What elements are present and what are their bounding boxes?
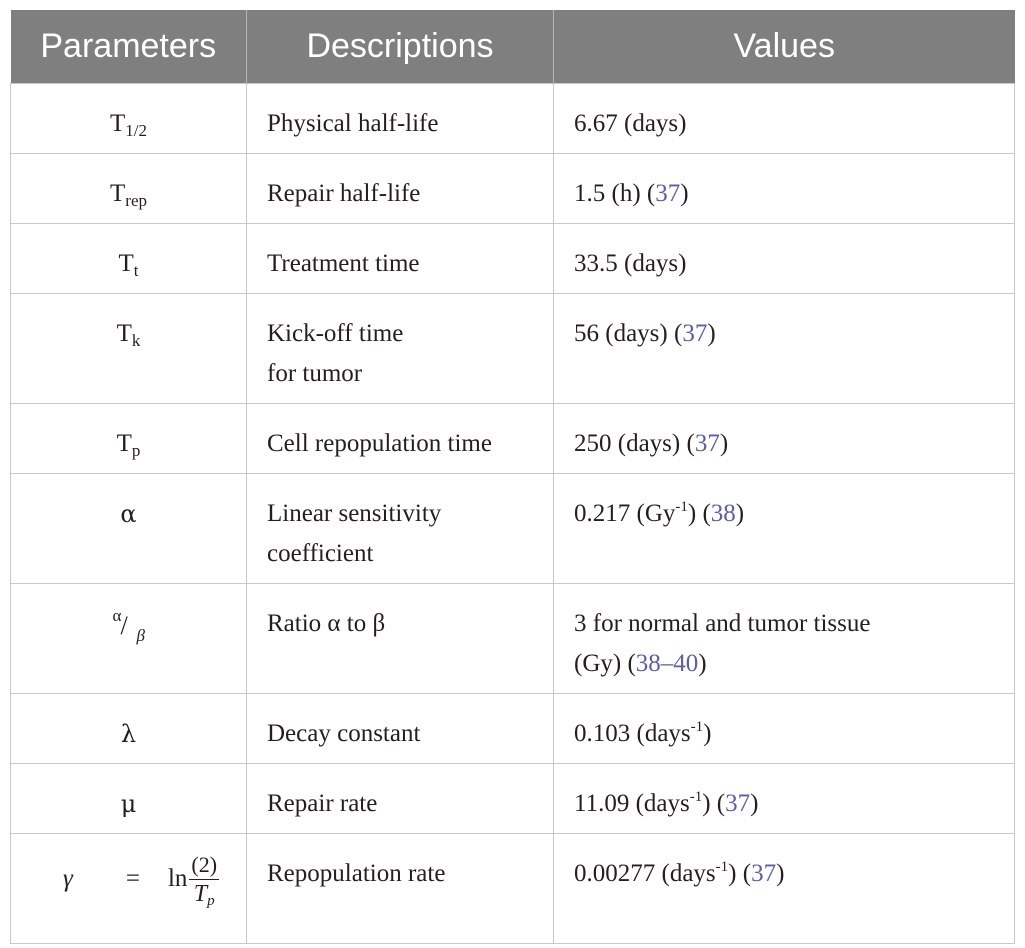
table-row bbox=[11, 84, 1015, 154]
value-cell: 56 (days) (37) bbox=[554, 294, 1015, 404]
param-cell: $T_p$ bbox=[11, 404, 247, 474]
header-descriptions: Descriptions bbox=[247, 10, 554, 84]
value-cell: 6.67 (days) bbox=[554, 84, 1015, 154]
value-cell: 0.217 $(Gy^{-1})$ (38) bbox=[554, 474, 1015, 584]
param-cell: λ bbox=[11, 694, 247, 764]
value-cell: 250 (days) (37) bbox=[554, 404, 1015, 474]
desc-cell: Repair half-life bbox=[247, 154, 554, 224]
citation-link[interactable]: 37 bbox=[751, 860, 777, 887]
table-row bbox=[11, 834, 1015, 944]
desc-cell: Repopulation rate bbox=[247, 834, 554, 944]
value-cell: 3 for normal and tumor tissue (Gy) (38–40) bbox=[554, 584, 1015, 694]
param-cell bbox=[11, 584, 247, 694]
desc-cell: Cell repopulation time bbox=[247, 404, 554, 474]
desc-cell: Decay constant bbox=[247, 694, 554, 764]
citation-link[interactable]: 37 bbox=[682, 320, 708, 347]
citation-link[interactable]: 37 bbox=[725, 790, 751, 817]
value-cell: 1.5 (h) (37) bbox=[554, 154, 1015, 224]
table-row bbox=[11, 294, 1015, 404]
table-row bbox=[11, 224, 1015, 294]
desc-cell: Ratio α to β bbox=[247, 584, 554, 694]
desc-cell: Kick-off time for tumor bbox=[247, 294, 554, 404]
param-cell bbox=[11, 834, 247, 944]
param-cell: μ bbox=[11, 764, 247, 834]
parameters-table bbox=[10, 10, 1015, 944]
param-cell: $T_{1/2}$ bbox=[11, 84, 247, 154]
table-row bbox=[11, 474, 1015, 584]
param-cell: $T_{rep}$ bbox=[11, 154, 247, 224]
header-row bbox=[11, 10, 1015, 84]
value-cell: 33.5 (days) bbox=[554, 224, 1015, 294]
desc-cell: Repair rate bbox=[247, 764, 554, 834]
value-cell: 0.00277 (days$^{-1}$) (37) bbox=[554, 834, 1015, 944]
desc-cell: Treatment time bbox=[247, 224, 554, 294]
table-row bbox=[11, 154, 1015, 224]
citation-link[interactable]: 37 bbox=[655, 180, 681, 207]
citation-link[interactable]: 38 bbox=[710, 500, 736, 527]
header-parameters: Parameters bbox=[11, 10, 247, 84]
header-values: Values bbox=[554, 10, 1015, 84]
value-cell: 0.103 (days$^{-1}$) bbox=[554, 694, 1015, 764]
desc-cell: Physical half-life bbox=[247, 84, 554, 154]
alpha-over-beta: α / β bbox=[112, 606, 145, 645]
table-row bbox=[11, 694, 1015, 764]
citation-link[interactable]: 38–40 bbox=[635, 650, 699, 677]
table-row bbox=[11, 404, 1015, 474]
value-cell: 11.09 (days$^{-1}$) (37) bbox=[554, 764, 1015, 834]
param-cell: α bbox=[11, 474, 247, 584]
param-cell: $T_k$ bbox=[11, 294, 247, 404]
desc-cell: Linear sensitivity coefficient bbox=[247, 474, 554, 584]
table-row bbox=[11, 584, 1015, 694]
table-row bbox=[11, 764, 1015, 834]
repopulation-formula: γ = ln $\frac{(2)}{T_p}$ bbox=[63, 851, 218, 909]
citation-link[interactable]: 37 bbox=[694, 430, 720, 457]
param-cell: $T_t$ bbox=[11, 224, 247, 294]
